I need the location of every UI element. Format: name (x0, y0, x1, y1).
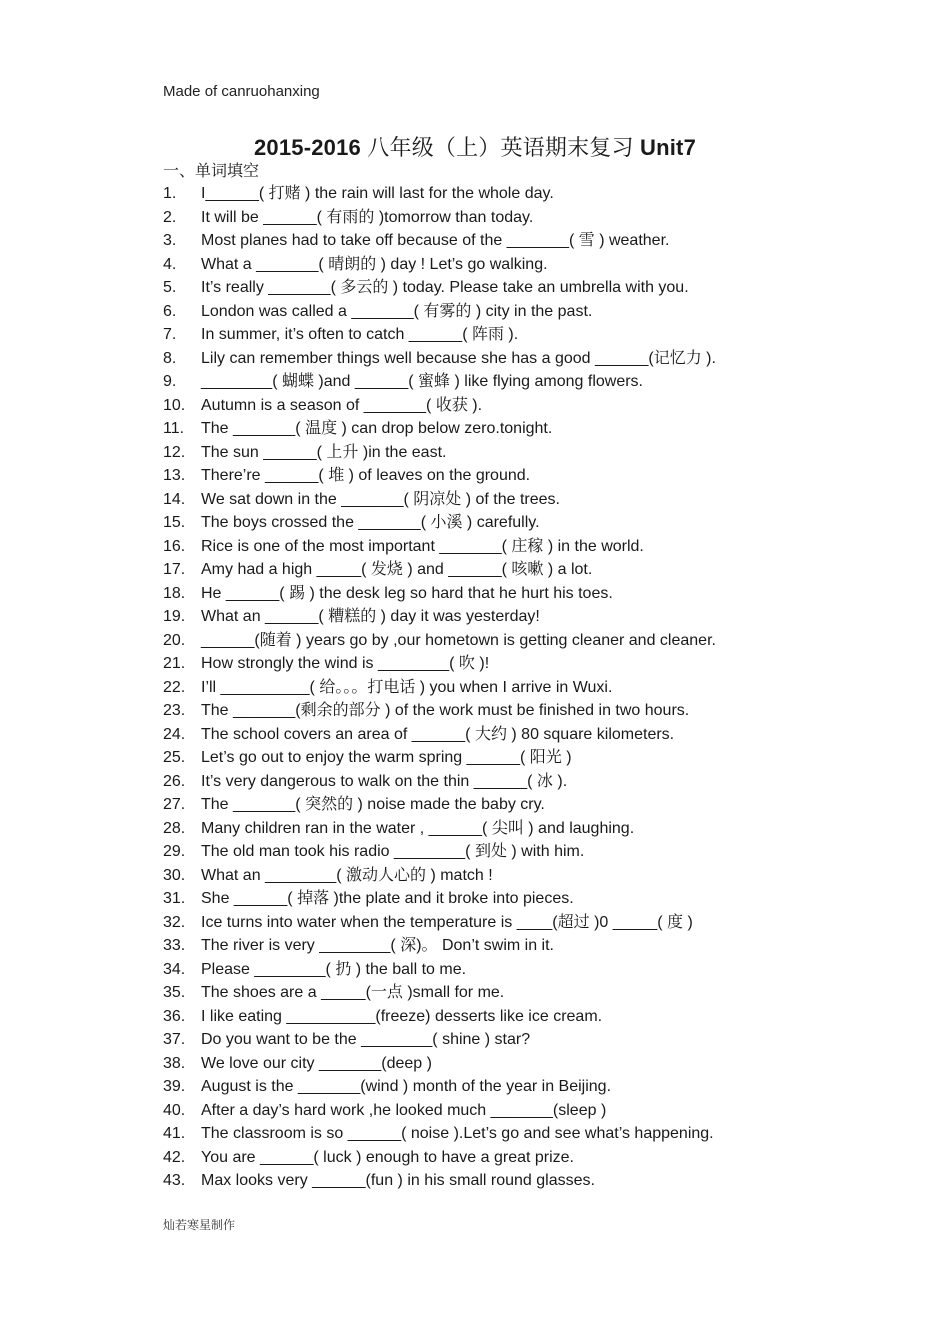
exercise-text: Autumn is a season of _______( 收获 ). (201, 396, 483, 414)
exercise-text: It will be ______( 有雨的 )tomorrow than today. (201, 208, 534, 226)
exercise-text: After a day’s hard work ,he looked much _______(sleep ) (201, 1101, 607, 1119)
exercise-text: I’ll __________( 给。。。打电话 ) you when I arrive in Wuxi. (201, 678, 613, 696)
page-title (0, 131, 950, 162)
exercise-text: You are ______( luck ) enough to have a great prize. (201, 1148, 574, 1166)
exercise-item (163, 1122, 813, 1146)
exercise-text: Let’s go out to enjoy the warm spring ______( 阳光 ) (201, 749, 572, 766)
exercise-item (163, 417, 813, 441)
exercise-number: 34. (163, 960, 186, 978)
exercise-text: What a _______( 晴朗的 ) day ! Let’s go walking. (201, 255, 548, 273)
exercise-item (163, 723, 813, 747)
exercise-text: ______(随着 ) years go by ,our hometown is getting cleaner and cleaner. (201, 631, 716, 649)
exercise-number: 20. (163, 631, 186, 649)
exercise-text: August is the _______(wind ) month of the year in Beijing. (201, 1078, 612, 1095)
exercise-item (163, 582, 813, 606)
exercise-item (163, 958, 813, 982)
exercise-number: 22. (163, 678, 186, 696)
exercise-item (163, 229, 813, 253)
exercise-number: 36. (163, 1007, 186, 1025)
exercise-number: 17. (163, 561, 186, 578)
exercise-text: Please ________( 扔 ) the ball to me. (201, 960, 467, 978)
exercise-number: 4. (163, 255, 177, 273)
exercise-text: The shoes are a _____(一点 )small for me. (201, 984, 505, 1001)
exercise-item (163, 253, 813, 277)
exercise-item (163, 182, 813, 206)
exercise-number: 14. (163, 490, 186, 508)
exercise-number: 5. (163, 279, 177, 296)
exercise-number: 24. (163, 725, 186, 743)
exercise-text: Lily can remember things well because she has a good ______(记忆力 ). (201, 349, 716, 367)
exercise-item (163, 323, 813, 347)
exercise-item (163, 1146, 813, 1170)
exercise-number: 30. (163, 866, 186, 884)
footer-note: 灿若寒星制作 (163, 1218, 236, 1232)
exercise-item (163, 629, 813, 653)
exercise-text: It’s very dangerous to walk on the thin ______( 冰 ). (201, 772, 568, 790)
exercise-number: 35. (163, 984, 186, 1001)
exercise-item (163, 605, 813, 629)
exercise-number: 41. (163, 1125, 186, 1142)
exercise-number: 12. (163, 443, 186, 461)
title-years: 2015-2016 (253, 135, 361, 160)
exercise-item (163, 887, 813, 911)
exercise-text: London was called a _______( 有雾的 ) city in the past. (201, 302, 593, 320)
exercise-text: In summer, it’s often to catch ______( 阵雨 ). (201, 326, 519, 343)
exercise-number: 26. (163, 772, 186, 790)
exercise-item (163, 911, 813, 935)
exercise-number: 15. (163, 514, 186, 531)
exercise-number: 19. (163, 608, 186, 625)
exercise-text: Do you want to be the ________( shine ) star? (201, 1031, 531, 1048)
exercise-text: I like eating __________(freeze) desserts like ice cream. (201, 1007, 603, 1025)
exercise-text: She ______( 掉落 )the plate and it broke into pieces. (201, 890, 574, 907)
exercise-list (163, 182, 813, 1193)
exercise-number: 40. (163, 1101, 186, 1119)
exercise-item (163, 206, 813, 230)
exercise-text: The boys crossed the _______( 小溪 ) carefully. (201, 514, 540, 531)
exercise-number: 9. (163, 373, 177, 390)
exercise-item (163, 1169, 813, 1193)
exercise-item (163, 347, 813, 371)
exercise-text: The _______( 温度 ) can drop below zero.tonight. (201, 420, 553, 437)
exercise-item (163, 488, 813, 512)
exercise-text: The river is very ________( 深)。 Don’t swim in it. (201, 937, 555, 954)
exercise-text: The sun ______( 上升 )in the east. (201, 443, 447, 461)
exercise-text: What an ______( 糟糕的 ) day it was yesterday! (201, 608, 540, 625)
exercise-item (163, 441, 813, 465)
exercise-text: Max looks very ______(fun ) in his small round glasses. (201, 1172, 595, 1189)
exercise-item (163, 676, 813, 700)
exercise-number: 38. (163, 1054, 186, 1072)
exercise-text: Ice turns into water when the temperature is ____(超过 )0 _____( 度 ) (201, 913, 693, 931)
exercise-item (163, 394, 813, 418)
exercise-number: 10. (163, 396, 186, 414)
exercise-text: It’s really _______( 多云的 ) today. Please take an umbrella with you. (201, 279, 689, 296)
exercise-number: 16. (163, 537, 186, 555)
exercise-number: 32. (163, 913, 186, 931)
exercise-text: We sat down in the _______( 阴凉处 ) of the trees. (201, 490, 561, 508)
exercise-item (163, 276, 813, 300)
exercise-number: 23. (163, 702, 186, 719)
exercise-number: 13. (163, 467, 186, 484)
exercise-item (163, 1028, 813, 1052)
exercise-text: The _______(剩余的部分 ) of the work must be finished in two hours. (201, 702, 690, 719)
exercise-number: 31. (163, 890, 186, 907)
exercise-text: We love our city _______(deep ) (201, 1054, 432, 1072)
exercise-text: What an ________( 激动人心的 ) match ! (201, 866, 493, 884)
exercise-item (163, 1052, 813, 1076)
exercise-text: Rice is one of the most important _______( 庄稼 ) in the world. (201, 537, 644, 555)
exercise-number: 1. (163, 185, 177, 202)
exercise-item (163, 981, 813, 1005)
exercise-number: 3. (163, 232, 177, 249)
exercise-item (163, 817, 813, 841)
exercise-text: The old man took his radio ________( 到处 ) with him. (201, 843, 585, 860)
exercise-text: He ______( 踢 ) the desk leg so hard that he hurt his toes. (201, 584, 613, 602)
exercise-item (163, 864, 813, 888)
exercise-number: 37. (163, 1031, 186, 1048)
exercise-item (163, 699, 813, 723)
exercise-number: 42. (163, 1148, 186, 1166)
exercise-item (163, 934, 813, 958)
exercise-item (163, 511, 813, 535)
exercise-text: Amy had a high _____( 发烧 ) and ______( 咳嗽 ) a lot. (201, 561, 593, 578)
exercise-item (163, 1005, 813, 1029)
exercise-text: How strongly the wind is ________( 吹 )! (201, 655, 490, 672)
exercise-number: 25. (163, 749, 186, 766)
exercise-item (163, 464, 813, 488)
exercise-number: 33. (163, 937, 186, 954)
exercise-number: 6. (163, 302, 177, 320)
exercise-item (163, 535, 813, 559)
title-unit: Unit7 (640, 135, 697, 160)
header-note: Made of canruohanxing (163, 83, 320, 100)
exercise-number: 8. (163, 349, 177, 367)
exercise-item (163, 793, 813, 817)
exercise-number: 11. (163, 420, 185, 437)
exercise-number: 27. (163, 796, 186, 813)
exercise-number: 28. (163, 819, 186, 837)
exercise-text: Many children ran in the water , ______( 尖叫 ) and laughing. (201, 819, 635, 837)
exercise-item (163, 652, 813, 676)
section-heading: 一、单词填空 (163, 163, 260, 180)
exercise-text: ________( 蝴蝶 )and ______( 蜜蜂 ) like flying among flowers. (201, 373, 644, 390)
exercise-item (163, 840, 813, 864)
exercise-item (163, 1099, 813, 1123)
exercise-text: The school covers an area of ______( 大约 ) 80 square kilometers. (201, 725, 675, 743)
exercise-number: 43. (163, 1172, 186, 1189)
exercise-item (163, 300, 813, 324)
exercise-item (163, 370, 813, 394)
exercise-number: 39. (163, 1078, 186, 1095)
exercise-number: 29. (163, 843, 186, 860)
exercise-item (163, 1075, 813, 1099)
exercise-text: The _______( 突然的 ) noise made the baby cry. (201, 796, 545, 813)
exercise-number: 2. (163, 208, 177, 226)
exercise-number: 18. (163, 584, 186, 602)
exercise-text: There’re ______( 堆 ) of leaves on the ground. (201, 467, 531, 484)
exercise-item (163, 558, 813, 582)
exercise-item (163, 770, 813, 794)
title-middle: 八年级（上）英语期末复习 (367, 135, 634, 160)
exercise-text: I______( 打赌 ) the rain will last for the whole day. (201, 185, 554, 202)
exercise-text: The classroom is so ______( noise ).Let’s go and see what’s happening. (201, 1125, 714, 1142)
exercise-text: Most planes had to take off because of the _______( 雪 ) weather. (201, 232, 670, 249)
exercise-number: 21. (163, 655, 186, 672)
exercise-number: 7. (163, 326, 177, 343)
exercise-item (163, 746, 813, 770)
